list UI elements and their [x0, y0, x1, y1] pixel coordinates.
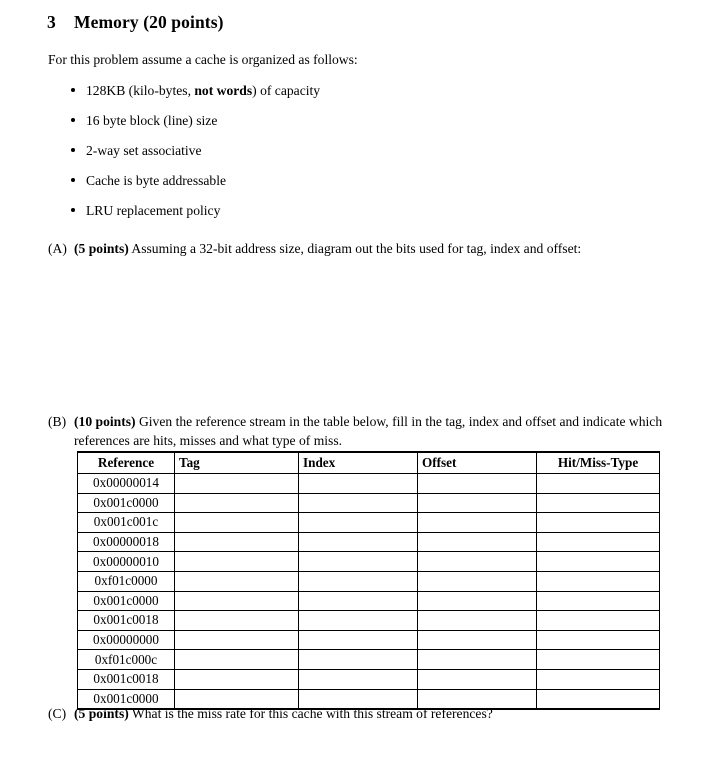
cell-offset[interactable] [418, 493, 537, 513]
section-title: Memory (20 points) [74, 12, 224, 32]
cell-reference: 0x001c0000 [78, 689, 175, 709]
cell-hit-miss-type[interactable] [537, 591, 660, 611]
list-item [70, 203, 630, 233]
cell-offset[interactable] [418, 669, 537, 689]
cell-hit-miss-type[interactable] [537, 630, 660, 650]
cell-reference: 0x00000000 [78, 630, 175, 650]
cell-index[interactable] [299, 532, 418, 552]
bullet-dot-icon [71, 208, 75, 212]
table-header-row [78, 452, 660, 474]
cell-reference: 0xf01c000c [78, 650, 175, 670]
table-row [78, 513, 660, 533]
table-row [78, 474, 660, 494]
cell-hit-miss-type[interactable] [537, 669, 660, 689]
cell-tag[interactable] [175, 669, 299, 689]
cell-reference: 0x00000014 [78, 474, 175, 494]
list-item-text-bold: not words [194, 83, 253, 98]
part-a-points: (5 points) [74, 241, 129, 256]
intro-paragraph: For this problem assume a cache is organized as follows: [48, 52, 358, 67]
part-b-label: (B) [48, 414, 67, 429]
cell-tag[interactable] [175, 591, 299, 611]
cell-index[interactable] [299, 474, 418, 494]
cell-offset[interactable] [418, 474, 537, 494]
cell-tag[interactable] [175, 552, 299, 572]
cell-hit-miss-type[interactable] [537, 650, 660, 670]
cell-index[interactable] [299, 571, 418, 591]
cell-index[interactable] [299, 630, 418, 650]
part-a-label: (A) [48, 241, 67, 256]
cell-reference: 0x001c0018 [78, 669, 175, 689]
cell-index[interactable] [299, 591, 418, 611]
list-item [70, 113, 630, 143]
question-part-a [48, 239, 668, 258]
bullet-dot-icon [71, 88, 75, 92]
part-b-text: Given the reference stream in the table below, fill in the tag, index and offset and indicate which references are hits, misses and what type of miss. [74, 414, 663, 448]
list-item-text-post: ) of capacity [252, 83, 321, 98]
reference-table-container [77, 451, 660, 710]
cell-hit-miss-type[interactable] [537, 552, 660, 572]
part-c-points: (5 points) [74, 706, 129, 721]
part-c-text: What is the miss rate for this cache with this stream of references? [128, 706, 493, 721]
list-item [70, 143, 630, 173]
cell-hit-miss-type[interactable] [537, 611, 660, 631]
cell-tag[interactable] [175, 493, 299, 513]
cache-spec-list [70, 83, 630, 233]
table-row [78, 571, 660, 591]
cell-reference: 0xf01c0000 [78, 571, 175, 591]
part-b-body [74, 412, 688, 450]
column-header-offset: Offset [418, 452, 537, 474]
list-item-text-pre: Cache is byte addressable [86, 173, 227, 188]
part-b-points: (10 points) [74, 414, 136, 429]
cell-offset[interactable] [418, 650, 537, 670]
cell-reference: 0x001c0018 [78, 611, 175, 631]
column-header-index: Index [299, 452, 418, 474]
cell-offset[interactable] [418, 571, 537, 591]
table-header [78, 452, 660, 474]
list-item-text-pre: 16 byte block (line) size [86, 113, 218, 128]
table-row [78, 630, 660, 650]
cell-offset[interactable] [418, 513, 537, 533]
question-part-c [48, 704, 668, 723]
cell-hit-miss-type[interactable] [537, 571, 660, 591]
table-row [78, 591, 660, 611]
list-item-text-pre: 2-way set associative [86, 143, 202, 158]
part-c-label: (C) [48, 706, 67, 721]
question-part-b [48, 412, 688, 450]
cell-reference: 0x001c0000 [78, 591, 175, 611]
cell-tag[interactable] [175, 650, 299, 670]
cell-hit-miss-type[interactable] [537, 474, 660, 494]
cell-offset[interactable] [418, 611, 537, 631]
list-item [70, 83, 630, 113]
cell-hit-miss-type[interactable] [537, 513, 660, 533]
cell-index[interactable] [299, 650, 418, 670]
column-header-hit-miss-type: Hit/Miss-Type [537, 452, 660, 474]
cell-tag[interactable] [175, 571, 299, 591]
bullet-dot-icon [71, 178, 75, 182]
cell-tag[interactable] [175, 630, 299, 650]
cell-hit-miss-type[interactable] [537, 493, 660, 513]
section-number: 3 [47, 12, 56, 32]
part-a-body [74, 239, 668, 258]
cell-tag[interactable] [175, 611, 299, 631]
cell-index[interactable] [299, 493, 418, 513]
table-row [78, 552, 660, 572]
part-a-text: Assuming a 32-bit address size, diagram out the bits used for tag, index and offset: [128, 241, 582, 256]
answer-space-part-a[interactable] [48, 262, 662, 402]
bullet-dot-icon [71, 118, 75, 122]
cell-reference: 0x001c001c [78, 513, 175, 533]
cell-tag[interactable] [175, 513, 299, 533]
list-item-text-pre: 128KB (kilo-bytes, [86, 83, 195, 98]
cell-index[interactable] [299, 513, 418, 533]
cell-reference: 0x00000010 [78, 552, 175, 572]
table-row [78, 669, 660, 689]
table-row [78, 650, 660, 670]
cell-offset[interactable] [418, 591, 537, 611]
list-item-text-pre: LRU replacement policy [86, 203, 221, 218]
part-c-body [74, 704, 668, 723]
cell-index[interactable] [299, 669, 418, 689]
cell-reference: 0x00000018 [78, 532, 175, 552]
table-body [78, 474, 660, 710]
cell-tag[interactable] [175, 474, 299, 494]
column-header-tag: Tag [175, 452, 299, 474]
table-row [78, 493, 660, 513]
cell-reference: 0x001c0000 [78, 493, 175, 513]
section-heading [47, 12, 224, 33]
cell-offset[interactable] [418, 552, 537, 572]
list-item [70, 173, 630, 203]
reference-table [77, 451, 660, 710]
column-header-reference: Reference [78, 452, 175, 474]
cell-index[interactable] [299, 552, 418, 572]
table-row [78, 611, 660, 631]
cell-hit-miss-type[interactable] [537, 532, 660, 552]
table-row [78, 532, 660, 552]
cell-offset[interactable] [418, 532, 537, 552]
cell-tag[interactable] [175, 532, 299, 552]
cell-index[interactable] [299, 611, 418, 631]
cell-offset[interactable] [418, 630, 537, 650]
bullet-dot-icon [71, 148, 75, 152]
